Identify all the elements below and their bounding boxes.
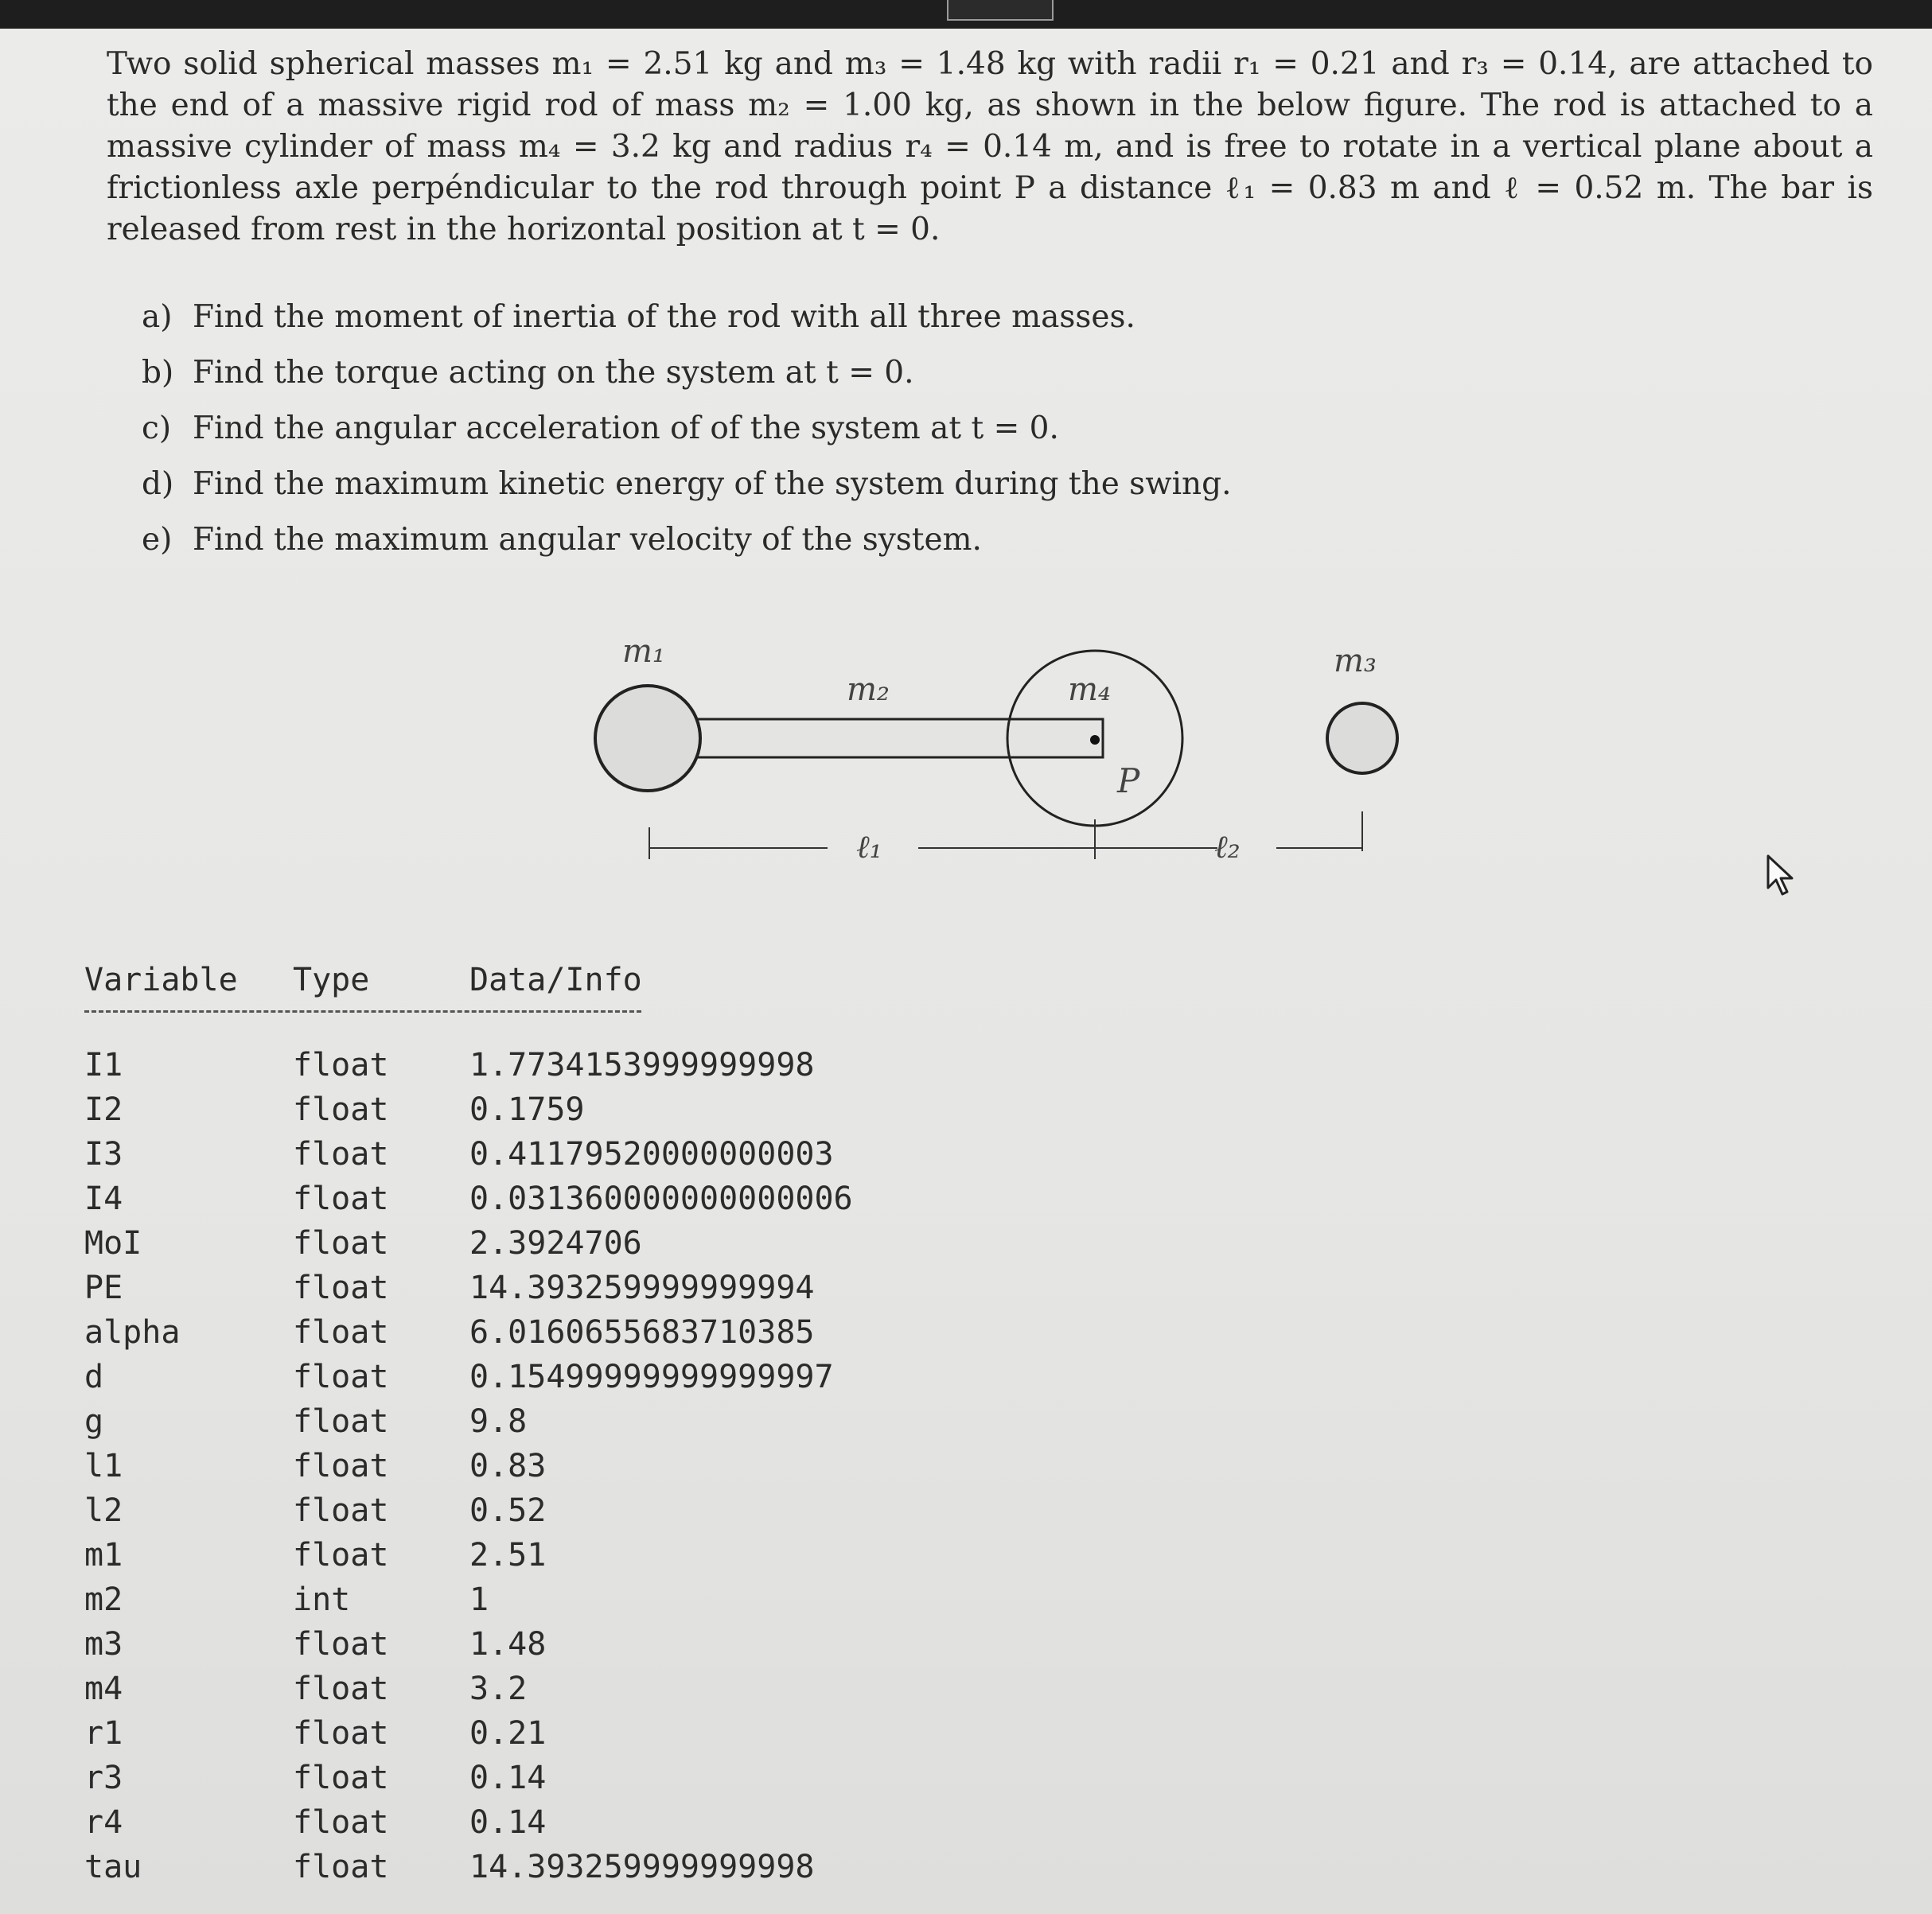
- label-m4: m₄: [1068, 671, 1111, 708]
- var-type: float: [293, 1359, 389, 1395]
- label-l1: ℓ₁: [856, 829, 882, 866]
- var-type: float: [293, 1270, 389, 1306]
- var-name: l2: [84, 1492, 123, 1529]
- var-value: 0.1759: [469, 1091, 585, 1128]
- var-value: 6.0160655683710385: [469, 1314, 815, 1351]
- var-name: I3: [84, 1136, 123, 1173]
- mouse-cursor-icon: [1765, 853, 1797, 897]
- question-letter: c): [142, 410, 172, 446]
- var-name: l1: [84, 1448, 123, 1484]
- var-type: float: [293, 1091, 389, 1128]
- var-type: float: [293, 1181, 389, 1217]
- table-row[interactable]: [84, 1310, 815, 1355]
- var-name: r1: [84, 1715, 123, 1752]
- var-value: 0.031360000000000006: [469, 1181, 853, 1217]
- label-l2: ℓ₂: [1214, 829, 1241, 866]
- table-row[interactable]: [84, 1800, 641, 1845]
- question-list: [142, 290, 1335, 568]
- table-row[interactable]: [84, 1444, 641, 1488]
- sphere-m1: [595, 686, 700, 791]
- var-name: d: [84, 1359, 104, 1395]
- var-name: m3: [84, 1626, 123, 1663]
- var-name: m2: [84, 1581, 123, 1618]
- var-type: float: [293, 1492, 389, 1529]
- var-value: 0.15499999999999997: [469, 1359, 834, 1395]
- header-data[interactable]: Data/Info: [469, 962, 642, 998]
- var-value: 14.393259999999998: [469, 1849, 815, 1885]
- var-type: float: [293, 1448, 389, 1484]
- var-type: float: [293, 1136, 389, 1173]
- var-type: float: [293, 1225, 389, 1262]
- var-value: 0.14: [469, 1804, 547, 1841]
- question-letter: b): [142, 355, 174, 391]
- var-value: 3.2: [469, 1671, 528, 1707]
- table-row[interactable]: [84, 1132, 834, 1177]
- question-item: [142, 345, 1335, 401]
- table-row[interactable]: [84, 1756, 641, 1800]
- table-row[interactable]: [84, 1577, 641, 1622]
- var-name: m1: [84, 1537, 123, 1574]
- label-m2: m₂: [847, 671, 890, 708]
- var-name: I4: [84, 1181, 123, 1217]
- var-name: r3: [84, 1760, 123, 1796]
- var-type: float: [293, 1760, 389, 1796]
- table-row[interactable]: [84, 1667, 641, 1711]
- var-name: I1: [84, 1047, 123, 1083]
- sphere-m3: [1327, 703, 1397, 773]
- var-type: float: [293, 1804, 389, 1841]
- table-row[interactable]: [84, 1845, 815, 1889]
- question-item: [142, 290, 1335, 345]
- var-type: float: [293, 1671, 389, 1707]
- window-top-bar: [0, 0, 1932, 29]
- var-value: 0.83: [469, 1448, 547, 1484]
- var-value: 1.7734153999999998: [469, 1047, 815, 1083]
- var-name: alpha: [84, 1314, 181, 1351]
- top-tab[interactable]: [947, 0, 1054, 21]
- var-type: float: [293, 1537, 389, 1574]
- question-text: Find the moment of inertia of the rod with all three masses.: [193, 299, 1135, 335]
- header-divider: [84, 1010, 641, 1032]
- var-type: float: [293, 1849, 389, 1885]
- table-row[interactable]: [84, 1355, 834, 1399]
- var-name: MoI: [84, 1225, 142, 1262]
- table-row[interactable]: [84, 1488, 641, 1533]
- rod: [648, 719, 1103, 757]
- problem-statement: [107, 44, 1873, 251]
- var-type: float: [293, 1403, 389, 1440]
- var-type: float: [293, 1047, 389, 1083]
- table-row[interactable]: [84, 1266, 815, 1310]
- header-type[interactable]: Type: [293, 962, 370, 998]
- question-letter: d): [142, 466, 174, 502]
- var-name: tau: [84, 1849, 142, 1885]
- table-row[interactable]: [84, 1087, 641, 1132]
- var-value: 1.48: [469, 1626, 547, 1663]
- label-m1: m₁: [622, 633, 665, 670]
- var-name: g: [84, 1403, 104, 1440]
- var-name: PE: [84, 1270, 123, 1306]
- question-item: [142, 457, 1335, 512]
- question-text: Find the torque acting on the system at t = 0.: [193, 355, 914, 391]
- var-name: I2: [84, 1091, 123, 1128]
- question-item: [142, 512, 1335, 568]
- var-value: 0.41179520000000003: [469, 1136, 834, 1173]
- table-row[interactable]: [84, 1622, 641, 1667]
- var-name: r4: [84, 1804, 123, 1841]
- table-row[interactable]: [84, 1221, 641, 1266]
- question-text: Find the maximum kinetic energy of the system during the swing.: [193, 466, 1232, 502]
- var-value: 2.51: [469, 1537, 547, 1574]
- var-type: int: [293, 1581, 351, 1618]
- problem-text: Two solid spherical masses m₁ = 2.51 kg and m₃ = 1.48 kg with radii r₁ = 0.21 and r₃ = 0.14, are attached to the end of a massive rigid rod of mass m₂ = 1.00 kg, as shown in the below figure. The rod is attached to a massive cylinder of mass m₄ = 3.2 kg and radius r₄ = 0.14 m, and is free to rotate in a vertical plane about a frictionless axle perpéndicular to the rod through point P a distance ℓ₁ = 0.83 m and ℓ = 0.52 m. The bar is released from rest in the horizontal position at t = 0.: [107, 46, 1873, 247]
- var-type: float: [293, 1715, 389, 1752]
- var-type: float: [293, 1626, 389, 1663]
- question-text: Find the maximum angular velocity of the system.: [193, 522, 982, 558]
- table-row[interactable]: [84, 1711, 641, 1756]
- var-type: float: [293, 1314, 389, 1351]
- table-header: [84, 955, 641, 1006]
- variable-explorer-table: [84, 955, 853, 1889]
- question-text: Find the angular acceleration of of the system at t = 0.: [193, 410, 1059, 446]
- table-row[interactable]: [84, 1043, 815, 1087]
- rod-diagram: [557, 613, 1432, 907]
- var-name: m4: [84, 1671, 123, 1707]
- question-letter: a): [142, 299, 173, 335]
- var-value: 2.3924706: [469, 1225, 642, 1262]
- pivot-point: [1090, 735, 1100, 745]
- label-m3: m₃: [1334, 643, 1377, 679]
- question-letter: e): [142, 522, 173, 558]
- header-variable[interactable]: Variable: [84, 962, 238, 998]
- var-value: 0.14: [469, 1760, 547, 1796]
- var-value: 1: [469, 1581, 489, 1618]
- var-value: 0.52: [469, 1492, 547, 1529]
- question-item: [142, 401, 1335, 457]
- table-row[interactable]: [84, 1533, 641, 1577]
- var-value: 0.21: [469, 1715, 547, 1752]
- table-row[interactable]: [84, 1399, 641, 1444]
- var-value: 14.393259999999994: [469, 1270, 815, 1306]
- label-p: P: [1117, 761, 1140, 800]
- var-value: 9.8: [469, 1403, 528, 1440]
- table-row[interactable]: [84, 1177, 853, 1221]
